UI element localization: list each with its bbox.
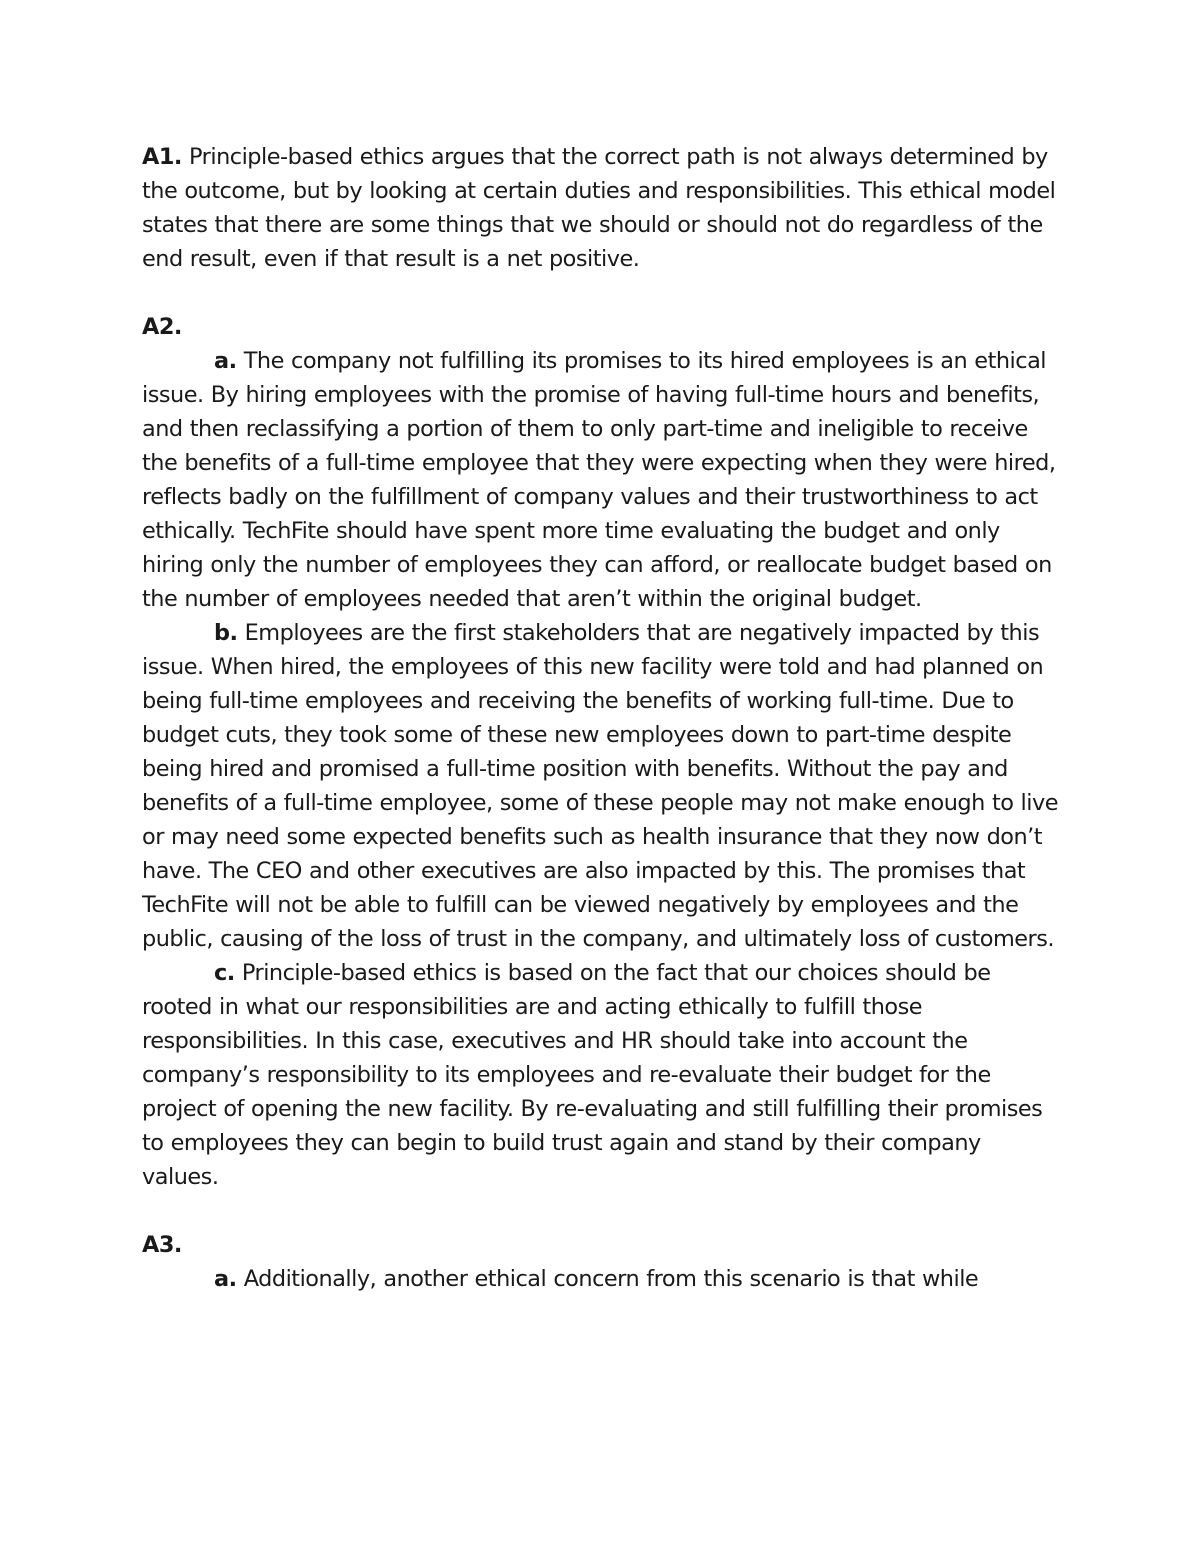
paragraph-a3-a-text: Additionally, another ethical concern from this scenario is that while	[236, 1266, 979, 1292]
paragraph-a3-a	[142, 1262, 1062, 1296]
paragraph-a2-b-text: Employees are the first stakeholders that are negatively impacted by this issue. When hired, the employees of this new facility were told and had planned on being full-time employees and receiving the benefits of working full-time. Due to budget cuts, they took some of these new employees down to part-time despite being hired and promised a full-time position with benefits. Without the pay and benefits of a full-time employee, some of these people may not make enough to live or may need some expected benefits such as health insurance that they now don’t have. The CEO and other executives are also impacted by this. The promises that TechFite will not be able to fulfill can be viewed negatively by employees and the public, causing of the loss of trust in the company, and ultimately loss of customers.	[142, 620, 1059, 952]
paragraph-a2-b	[142, 616, 1062, 956]
item-label-a3-a: a.	[214, 1266, 237, 1292]
paragraph-a1	[142, 140, 1062, 276]
heading-a1: A1.	[142, 144, 182, 170]
heading-a2: A2.	[142, 314, 182, 340]
paragraph-a1-text: Principle-based ethics argues that the correct path is not always determined by the outcome, but by looking at certain duties and responsibilities. This ethical model states that there are some things that we should or should not do regardless of the end result, even if that result is a net positive.	[142, 144, 1056, 272]
item-label-a2-a: a.	[214, 348, 237, 374]
paragraph-a2-c	[142, 956, 1062, 1194]
blank-line	[142, 276, 1062, 310]
blank-line	[142, 1194, 1062, 1228]
paragraph-a2-c-text: Principle-based ethics is based on the fact that our choices should be rooted in what our responsibilities are and acting ethically to fulfill those responsibilities. In this case, executives and HR should take into account the company’s responsibility to its employees and re-evaluate their budget for the project of opening the new facility. By re-evaluating and still fulfilling their promises to employees they can begin to build trust again and stand by their company values.	[142, 960, 1043, 1190]
paragraph-a2-a-text: The company not fulfilling its promises to its hired employees is an ethical issue. By hiring employees with the promise of having full-time hours and benefits, and then reclassifying a portion of them to only part-time and ineligible to receive the benefits of a full-time employee that they were expecting when they were hired, reflects badly on the fulfillment of company values and their trustworthiness to act ethically. TechFite should have spent more time evaluating the budget and only hiring only the number of employees they can afford, or reallocate budget based on the number of employees needed that aren’t within the original budget.	[142, 348, 1056, 612]
document-body	[142, 140, 1062, 1296]
heading-a3: A3.	[142, 1232, 182, 1258]
paragraph-a2-a	[142, 344, 1062, 616]
item-label-a2-c: c.	[214, 960, 235, 986]
item-label-a2-b: b.	[214, 620, 238, 646]
